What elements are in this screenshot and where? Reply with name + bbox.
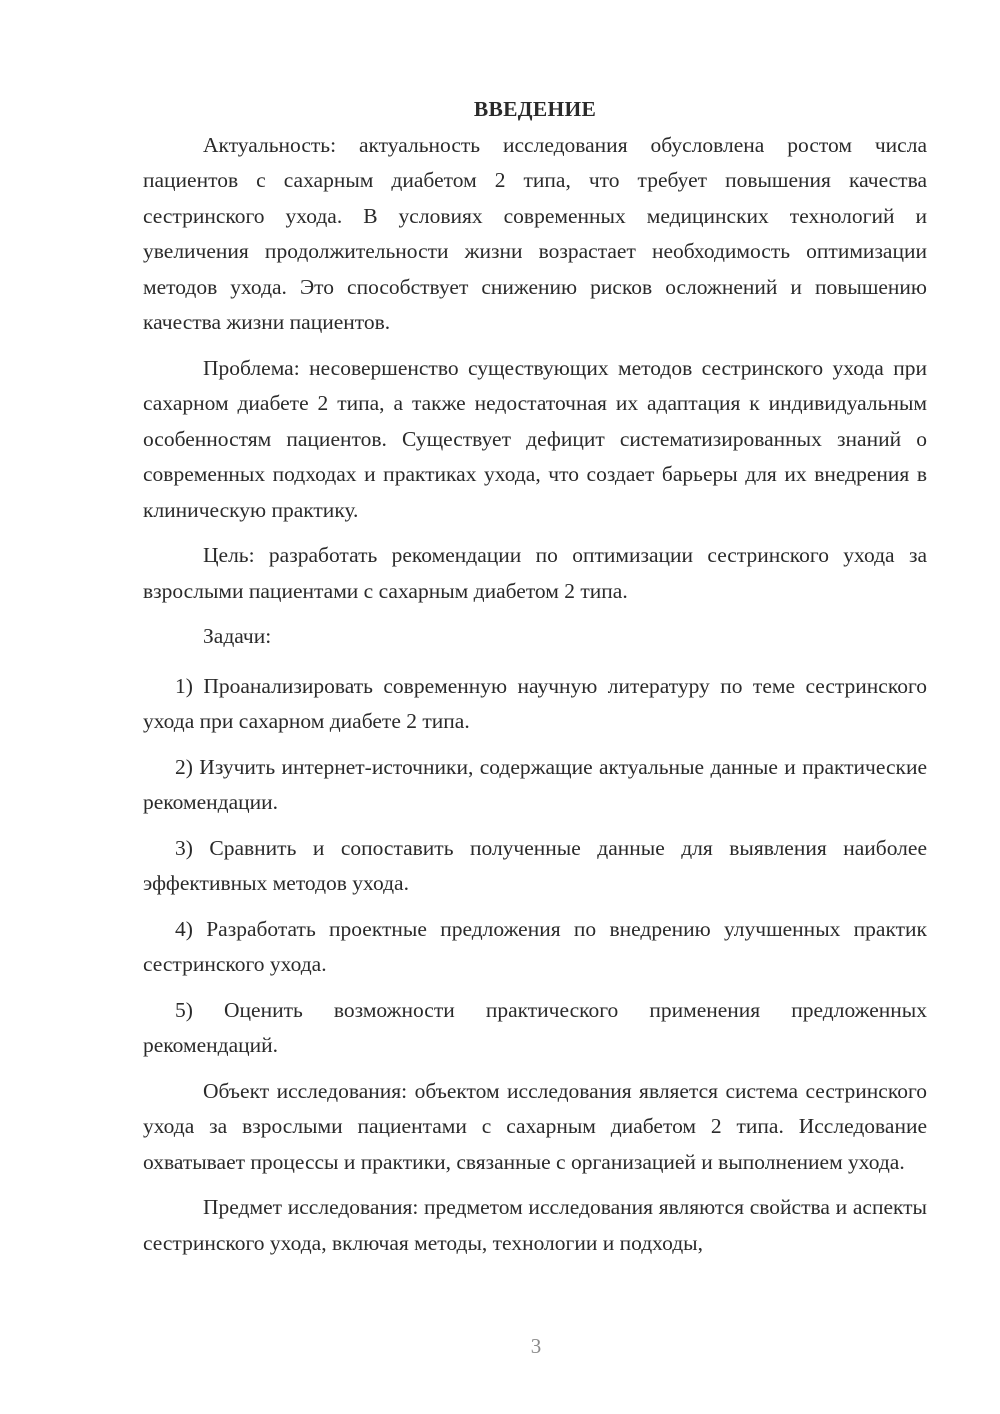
document-body [143,92,927,1271]
tasks-label: Задачи: [203,624,272,648]
task-item: 1) Проанализировать современную научную литературу по теме сестринского ухода при сахарном диабете 2 типа. [143,673,927,733]
section-title: ВВЕДЕНИЕ [473,97,597,121]
task-item: 5) Оценить возможности практического применения предложенных рекомендаций. [143,997,927,1057]
relevance-paragraph: Актуальность: актуальность исследования обусловлена ростом числа пациентов с сахарным диабетом 2 типа, что требует повышения качества сестринского ухода. В условиях современных медицинских технологий и увеличения продолжительности жизни возрастает необходимость оптимизации методов ухода. Это способствует снижению рисков осложнений и повышению качества жизни пациентов. [143,132,927,334]
subject-paragraph: Предмет исследования: предметом исследования являются свойства и аспекты сестринского ухода, включая методы, технологии и подходы, [143,1195,927,1255]
page-number: 3 [530,1334,542,1358]
object-paragraph: Объект исследования: объектом исследования является система сестринского ухода за взрослыми пациентами с сахарным диабетом 2 типа. Исследование охватывает процессы и практики, связанные с организацией и выполнением ухода. [143,1078,927,1174]
problem-paragraph: Проблема: несовершенство существующих методов сестринского ухода при сахарном диабете 2 типа, а также недостаточная их адаптация к индивидуальным особенностям пациентов. Существует дефицит систематизированных знаний о современных подходах и практиках ухода, что создает барьеры для их внедрения в клиническую практику. [143,355,927,522]
task-item: 3) Сравнить и сопоставить полученные данные для выявления наиболее эффективных методов ухода. [143,835,927,895]
goal-paragraph: Цель: разработать рекомендации по оптимизации сестринского ухода за взрослыми пациентами с сахарным диабетом 2 типа. [143,543,927,603]
task-item: 4) Разработать проектные предложения по внедрению улучшенных практик сестринского ухода. [143,916,927,976]
task-item: 2) Изучить интернет-источники, содержащие актуальные данные и практические рекомендации. [143,754,927,814]
